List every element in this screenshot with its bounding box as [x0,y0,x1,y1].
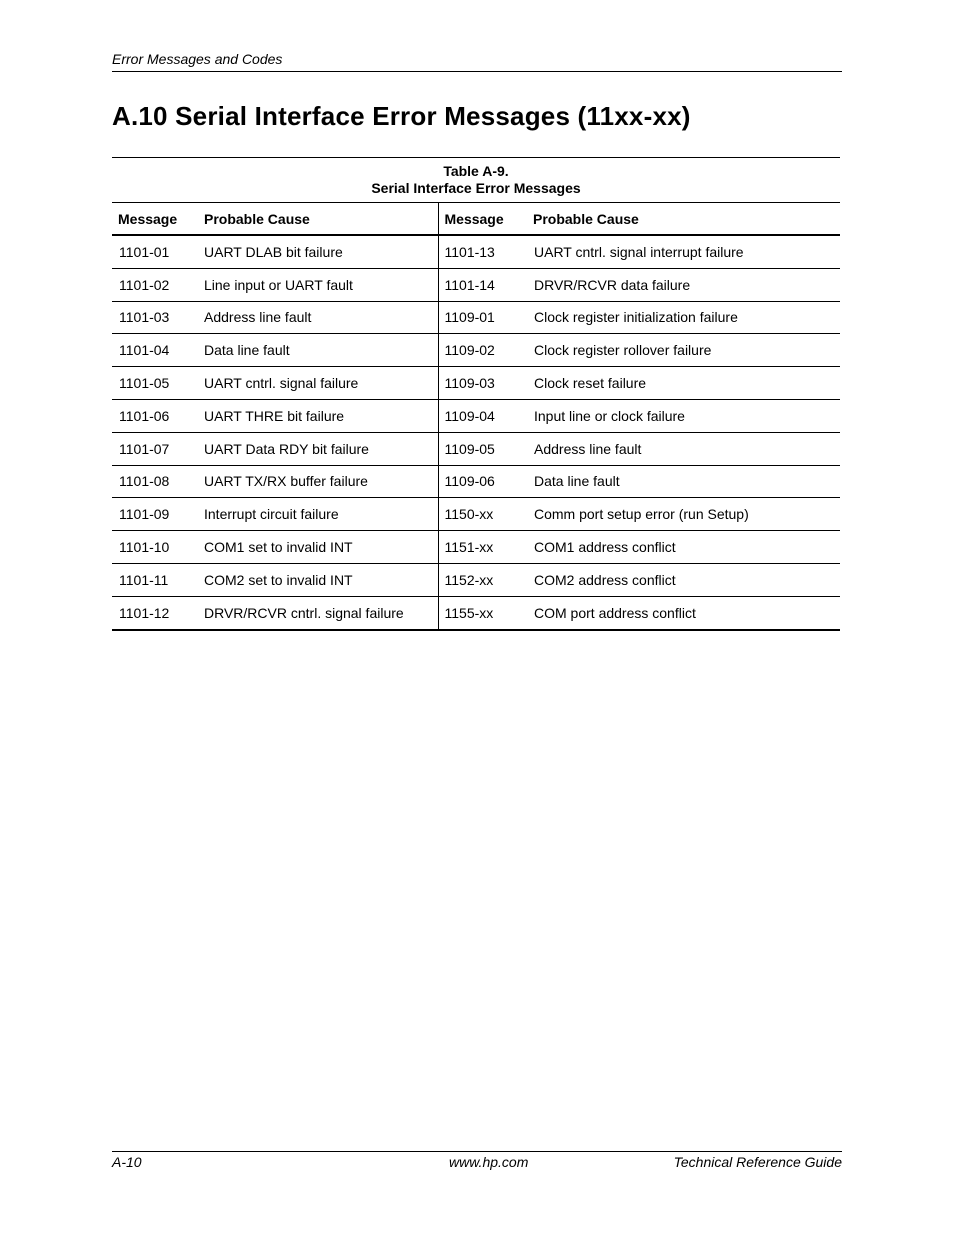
probable-cause: COM2 set to invalid INT [198,563,438,596]
table-row [112,301,840,334]
section-title: A.10 Serial Interface Error Messages (11xx-xx) [112,101,691,131]
message-code: 1101-04 [112,334,198,367]
probable-cause: Clock register rollover failure [527,334,840,367]
page-number: A-10 [112,1154,142,1170]
column-header-message: Message [438,203,527,235]
message-code: 1101-11 [112,563,198,596]
message-code: 1109-06 [438,465,527,498]
probable-cause: Input line or clock failure [527,399,840,432]
table-row [112,596,840,629]
column-header-probable-cause: Probable Cause [527,203,840,235]
message-code: 1150-xx [438,498,527,531]
message-code: 1151-xx [438,531,527,564]
table-body [112,235,840,630]
table-number: Table A-9. [443,163,509,179]
table-row [112,498,840,531]
table-header-row [112,203,840,235]
message-code: 1109-05 [438,432,527,465]
footer-divider [112,1151,842,1152]
table-row [112,531,840,564]
error-table-container [112,157,840,631]
message-code: 1109-02 [438,334,527,367]
message-code: 1101-03 [112,301,198,334]
table-row [112,367,840,400]
table-row [112,235,840,268]
footer-doc-title: Technical Reference Guide [673,1154,842,1170]
message-code: 1101-09 [112,498,198,531]
table-title: Serial Interface Error Messages [371,180,581,196]
message-code: 1101-08 [112,465,198,498]
table-row [112,432,840,465]
probable-cause: UART cntrl. signal failure [198,367,438,400]
message-code: 1109-03 [438,367,527,400]
message-code: 1101-12 [112,596,198,629]
probable-cause: Clock register initialization failure [527,301,840,334]
running-header: Error Messages and Codes [112,51,283,67]
column-header-probable-cause: Probable Cause [198,203,438,235]
message-code: 1101-05 [112,367,198,400]
probable-cause: UART THRE bit failure [198,399,438,432]
footer-website: www.hp.com [449,1154,529,1170]
probable-cause: Data line fault [198,334,438,367]
probable-cause: Interrupt circuit failure [198,498,438,531]
table-row [112,399,840,432]
probable-cause: COM port address conflict [527,596,840,629]
probable-cause: Address line fault [527,432,840,465]
message-code: 1152-xx [438,563,527,596]
message-code: 1109-04 [438,399,527,432]
message-code: 1101-06 [112,399,198,432]
message-code: 1101-10 [112,531,198,564]
probable-cause: DRVR/RCVR data failure [527,268,840,301]
probable-cause: Clock reset failure [527,367,840,400]
probable-cause: UART cntrl. signal interrupt failure [527,235,840,268]
table-row [112,268,840,301]
header-divider [112,71,842,72]
table-row [112,334,840,367]
message-code: 1101-14 [438,268,527,301]
column-header-message: Message [112,203,198,235]
message-code: 1101-13 [438,235,527,268]
message-code: 1155-xx [438,596,527,629]
message-code: 1101-02 [112,268,198,301]
message-code: 1101-07 [112,432,198,465]
table-row [112,465,840,498]
message-code: 1101-01 [112,235,198,268]
probable-cause: COM1 address conflict [527,531,840,564]
probable-cause: Line input or UART fault [198,268,438,301]
probable-cause: Data line fault [527,465,840,498]
table-caption [112,158,840,203]
message-code: 1109-01 [438,301,527,334]
table-row [112,563,840,596]
serial-error-table [112,203,840,631]
probable-cause: Comm port setup error (run Setup) [527,498,840,531]
probable-cause: DRVR/RCVR cntrl. signal failure [198,596,438,629]
probable-cause: COM2 address conflict [527,563,840,596]
probable-cause: UART Data RDY bit failure [198,432,438,465]
probable-cause: Address line fault [198,301,438,334]
probable-cause: UART TX/RX buffer failure [198,465,438,498]
probable-cause: COM1 set to invalid INT [198,531,438,564]
probable-cause: UART DLAB bit failure [198,235,438,268]
